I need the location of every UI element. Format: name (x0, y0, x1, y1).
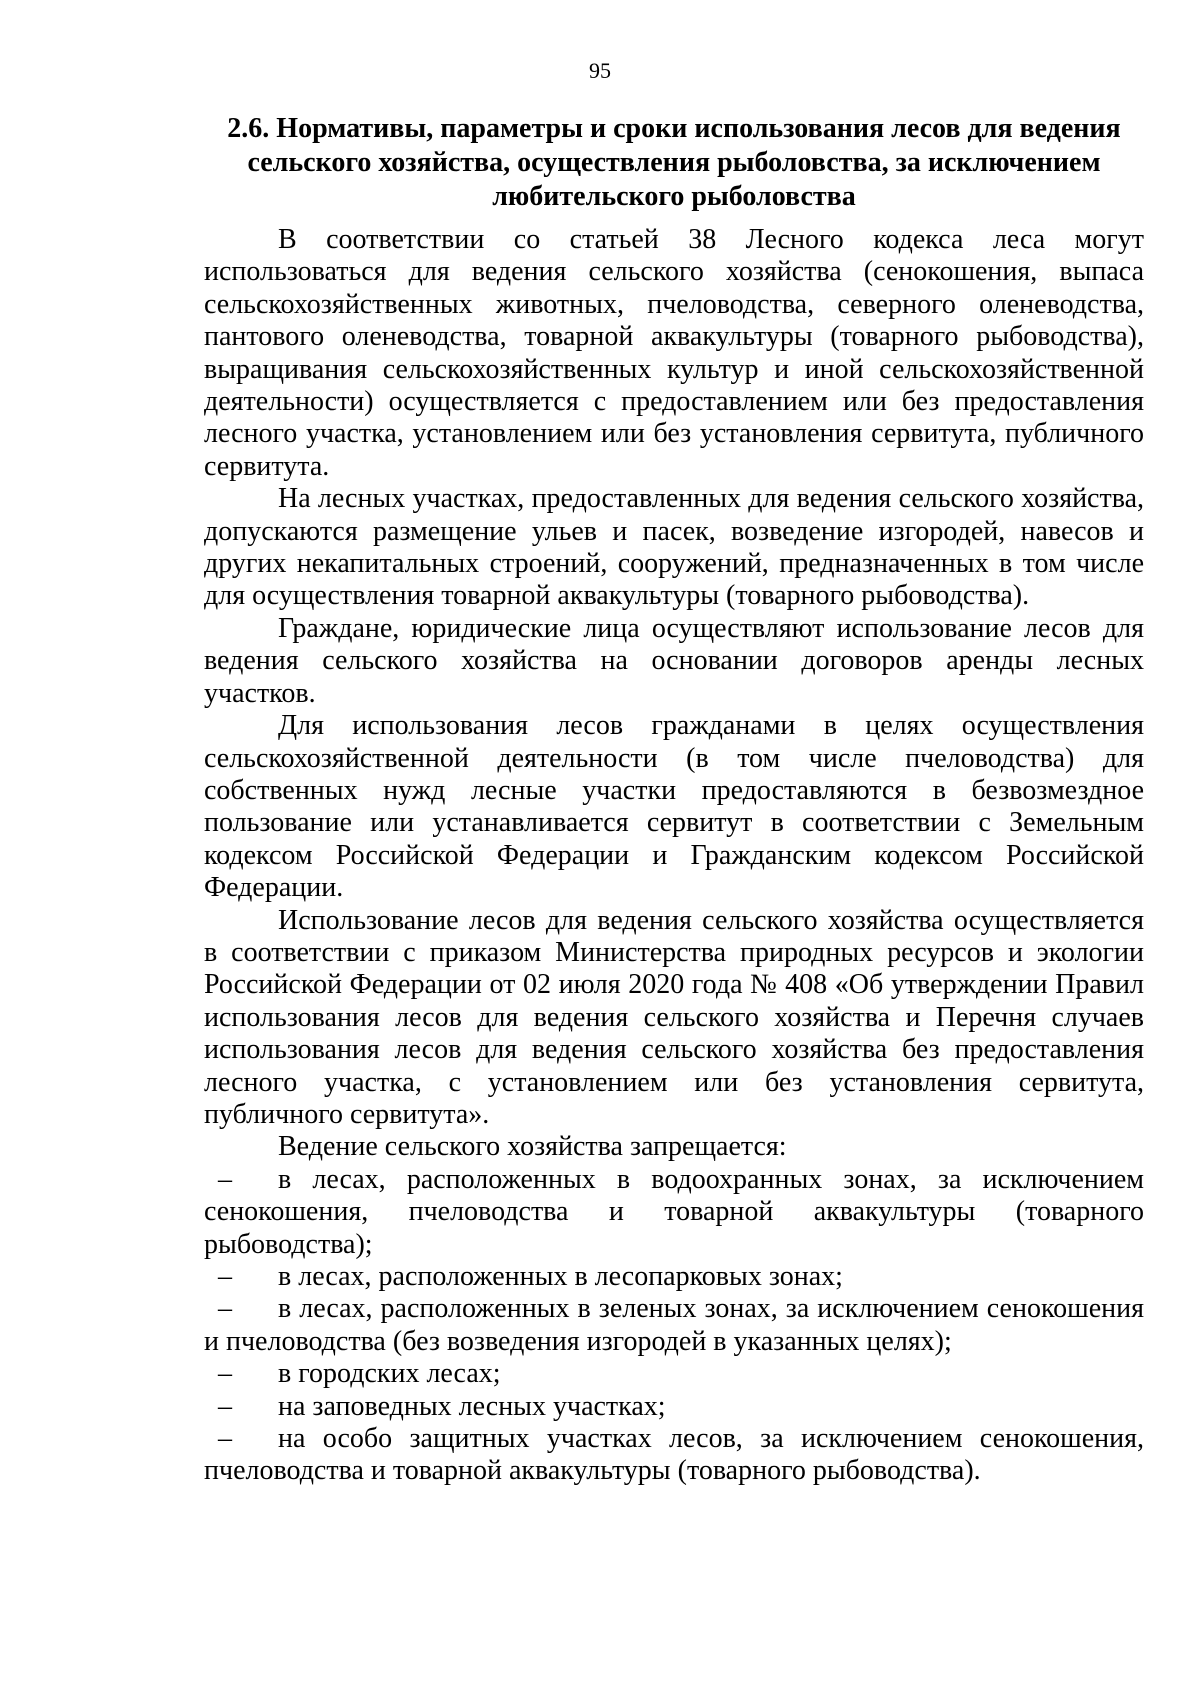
section-heading (204, 112, 1144, 214)
paragraph: На лесных участках, предоставленных для ведения сельского хозяйства, допускаются размещение ульев и пасек, возведение изгородей, навесов и других некапитальных строений, сооружений, предназначенных в том числе для осуществления товарной аквакультуры (товарного рыбоводства). (204, 483, 1144, 612)
list-item-text: в лесах, расположенных в водоохранных зонах, за исключением сенокошения, пчеловодства и товарной аквакультуры (товарного рыбоводства); (204, 1163, 1144, 1260)
list-item-text: в лесах, расположенных в зеленых зонах, за исключением сенокошения и пчеловодства (без возведения изгородей в указанных целях); (204, 1293, 1144, 1357)
paragraph: Для использования лесов гражданами в целях осуществления сельскохозяйственной деятельности (в том числе пчеловодства) для собственных нужд лесные участки предоставляются в безвозмездное пользование или устанавливается сервитут в соответствии с Земельным кодексом Российской Федерации и Гражданским кодексом Российской Федерации. (204, 710, 1144, 904)
dash-glyph: – (218, 1423, 232, 1455)
list-item (204, 1391, 1144, 1423)
paragraph: Ведение сельского хозяйства запрещается: (278, 1131, 787, 1163)
prohibition-list (204, 1164, 1144, 1488)
heading-line: любительского рыболовства (492, 181, 856, 212)
dash-glyph: – (218, 1358, 232, 1390)
heading-line: 2.6. Нормативы, параметры и сроки использования лесов для ведения (227, 113, 1121, 144)
heading-line: сельского хозяйства, осуществления рыболовства, за исключением (247, 147, 1101, 178)
list-item (204, 1358, 1144, 1390)
list-item (204, 1423, 1144, 1488)
dash-glyph: – (218, 1390, 232, 1422)
list-item-text: на особо защитных участках лесов, за исключением сенокошения, пчеловодства и товарной аквакультуры (товарного рыбоводства). (204, 1423, 1144, 1487)
paragraph: Граждане, юридические лица осуществляют использование лесов для ведения сельского хозяйства на основании договоров аренды лесных участков. (204, 612, 1144, 709)
dash-glyph: – (218, 1163, 232, 1195)
list-item-text: в городских лесах; (278, 1358, 501, 1390)
list-item (204, 1293, 1144, 1358)
list-item-text: в лесах, расположенных в лесопарковых зонах; (278, 1261, 843, 1292)
list-item-text: на заповедных лесных участках; (278, 1390, 666, 1422)
dash-glyph: – (218, 1261, 232, 1292)
paragraph: Использование лесов для ведения сельского хозяйства осуществляется в соответствии с приказом Министерства природных ресурсов и экологии Российской Федерации от 02 июля 2020 года № 408 «Об утверждении Правил использования лесов для ведения сельского хозяйства и Перечня случаев использования лесов для ведения сельского хозяйства без предоставления лесного участка, с установлением или без установления сервитута, публичного сервитута». (204, 904, 1144, 1130)
list-item (204, 1261, 1144, 1293)
list-item (204, 1164, 1144, 1261)
page-number: 95 (589, 58, 611, 83)
paragraph: В соответствии со статьей 38 Лесного кодекса леса могут использоваться для ведения сельского хозяйства (сенокошения, выпаса сельскохозяйственных животных, пчеловодства, северного оленеводства, пантового оленеводства, товарной аквакультуры (товарного рыбоводства), выращивания сельскохозяйственных культур и иной сельскохозяйственной деятельности) осуществляется с предоставлением или без предоставления лесного участка, установлением или без установления сервитута, публичного сервитута. (204, 224, 1144, 482)
document-body (204, 112, 1144, 1488)
dash-glyph: – (218, 1293, 232, 1325)
